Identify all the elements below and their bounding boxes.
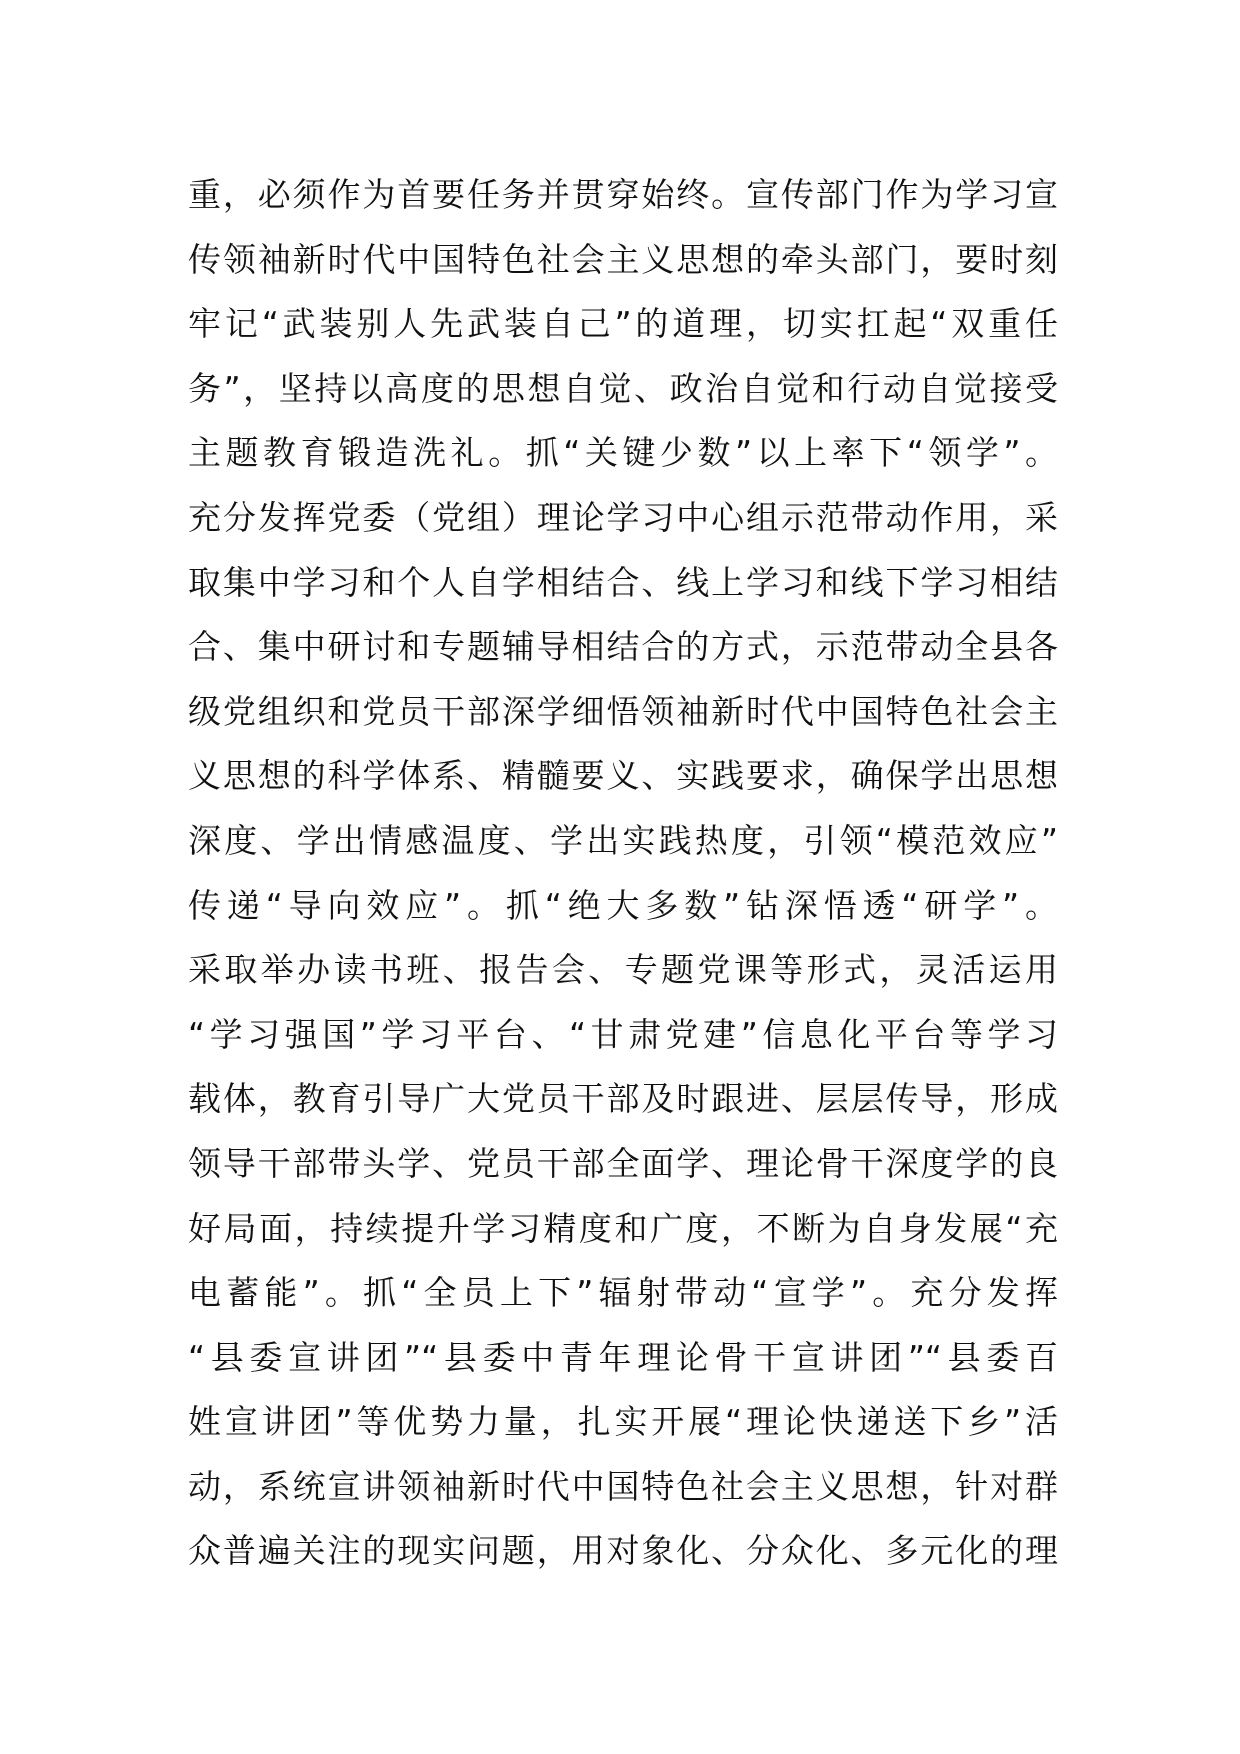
text-line: 动，系统宣讲领袖新时代中国特色社会主义思想，针对群 bbox=[188, 1466, 1058, 1506]
text-line: 级党组织和党员干部深学细悟领袖新时代中国特色社会主 bbox=[188, 691, 1058, 731]
text-line: 领导干部带头学、党员干部全面学、理论骨干深度学的良 bbox=[188, 1143, 1058, 1183]
text-line: 牢记“武装别人先武装自己”的道理，切实扛起“双重任 bbox=[188, 304, 1058, 344]
text-line: 采取举办读书班、报告会、专题党课等形式，灵活运用 bbox=[188, 950, 1058, 990]
text-line: 深度、学出情感温度、学出实践热度，引领“模范效应” bbox=[188, 820, 1058, 860]
text-line: 充分发挥党委（党组）理论学习中心组示范带动作用，采 bbox=[188, 497, 1058, 537]
text-line: 电蓄能”。抓“全员上下”辐射带动“宣学”。充分发挥 bbox=[188, 1273, 1058, 1313]
text-line: 传递“导向效应”。抓“绝大多数”钻深悟透“研学”。 bbox=[188, 885, 1058, 925]
text-line: 载体，教育引导广大党员干部及时跟进、层层传导，形成 bbox=[188, 1079, 1058, 1119]
text-line: “县委宣讲团”“县委中青年理论骨干宣讲团”“县委百 bbox=[188, 1337, 1058, 1377]
text-line: 义思想的科学体系、精髓要义、实践要求，确保学出思想 bbox=[188, 756, 1058, 796]
text-line: 传领袖新时代中国特色社会主义思想的牵头部门，要时刻 bbox=[188, 239, 1058, 279]
text-line: “学习强国”学习平台、“甘肃党建”信息化平台等学习 bbox=[188, 1014, 1058, 1054]
text-line: 重，必须作为首要任务并贯穿始终。宣传部门作为学习宣 bbox=[188, 175, 1058, 214]
text-line: 好局面，持续提升学习精度和广度，不断为自身发展“充 bbox=[188, 1208, 1058, 1248]
text-line: 姓宣讲团”等优势力量，扎实开展“理论快递送下乡”活 bbox=[188, 1402, 1058, 1442]
text-line: 务”，坚持以高度的思想自觉、政治自觉和行动自觉接受 bbox=[188, 368, 1058, 408]
body-text bbox=[188, 163, 1058, 1584]
text-line: 合、集中研讨和专题辅导相结合的方式，示范带动全县各 bbox=[188, 627, 1058, 667]
text-line: 取集中学习和个人自学相结合、线上学习和线下学习相结 bbox=[188, 562, 1058, 602]
text-line: 主题教育锻造洗礼。抓“关键少数”以上率下“领学”。 bbox=[188, 433, 1058, 473]
text-line: 众普遍关注的现实问题，用对象化、分众化、多元化的理 bbox=[188, 1531, 1058, 1571]
